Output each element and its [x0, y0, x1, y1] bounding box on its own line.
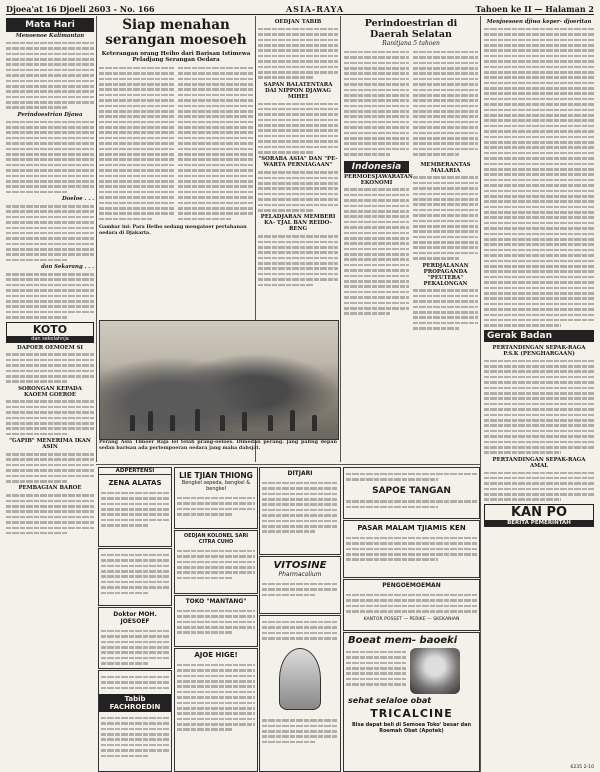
gerak-badan-box: Gerak Badan: [484, 330, 594, 342]
main-headline: Siap menahan serangan moesoeh: [105, 18, 247, 48]
industry-headline: Perindoestrian di Daerah Selatan: [364, 18, 458, 40]
ad-subtitle: Bengkel sepeda, bengkel & bengkel: [181, 480, 251, 492]
column-rule: [480, 16, 481, 772]
ad-title: TOKO "MANTANG": [185, 598, 247, 605]
masthead-title: ASIA-RAYA: [285, 3, 345, 14]
ad-subtitle: Bisa dapat beli di Semoea Toko' besar dan Roemah Obat (Apotek): [351, 722, 472, 734]
pharmacy-ad: [259, 615, 341, 772]
kanpo-title: KAN PO: [510, 505, 568, 521]
ad-title: TRICALCINE: [370, 707, 453, 720]
section-heading: PEMBAGIAN BAROE: [18, 485, 82, 492]
section-heading: Menoenoe Kalimantan: [15, 33, 85, 39]
section-heading: PELADJARAN MEMBERI KA- TJAL BAN REIDO-RENG: [260, 214, 336, 233]
column-5: [484, 18, 594, 770]
section-heading: PERMOESJAWARATAN EKONOMI: [344, 173, 413, 186]
ad-title: Tabib FACHROEDIN: [99, 694, 171, 712]
page-code: 6235 2-10: [570, 765, 594, 770]
ditjari-ad: [259, 467, 341, 555]
article-body: [6, 353, 94, 383]
masthead-date: Djoea'at 16 Djoeli 2603 - No. 166: [6, 3, 155, 14]
ad-title: ZENA ALATAS: [108, 479, 162, 487]
adpertensi-ad: [98, 467, 172, 547]
section-heading: Menjoesoen djiwa keper- djoeritan: [486, 19, 592, 25]
ad-title: LIE TJIAN THIONG: [179, 471, 253, 480]
main-subheadline: Keterangan orang Heiho dari Barisan Istimewa Peladjang Serangan Oedara: [101, 51, 251, 63]
section-heading: "GAPIB" MENERIMA IKAN ASIN: [9, 438, 91, 451]
section-heading: PERDJALANAN PROPAGANDA "PEUTERA" PEKALONGAN: [422, 262, 469, 287]
section-heading: dan Sekarang . . .: [41, 264, 94, 271]
pasar-malam-ad: [343, 520, 480, 578]
tjian-thiong-ad: [174, 467, 258, 529]
article-body: [413, 176, 478, 259]
article-body: [344, 188, 409, 315]
ad-title: OEDJAN KOLONEL SARI CITRA CUHO: [183, 533, 249, 545]
section-heading: SORONGAN KEPADA KAOEM GOEROE: [18, 385, 82, 398]
koto-title: KOTO: [32, 322, 68, 336]
article-body: [6, 400, 94, 435]
tabib-ad: [98, 670, 172, 772]
masthead: [6, 3, 594, 15]
section-heading: Perindoestrian Djawa: [17, 111, 83, 118]
photo-note: Gambar ini: Para Heiho sedang mengatoer pertahanan oedara di Djakarta.: [99, 224, 247, 237]
article-body: [6, 494, 94, 534]
ad-title: DITJARI: [287, 470, 313, 477]
industry-byline: Ranitjana 5 tahoen: [382, 40, 440, 47]
article-body: [413, 48, 478, 159]
section-heading: Doeloe . . .: [61, 196, 94, 203]
section-heading: PERTANDINGAN SEPAK-RAGA P.S.K (PENGHARGAAN): [492, 344, 586, 357]
main-photo: [99, 320, 339, 440]
section-heading: SAPAN BALATENTARA DAI NIPPON DJAWAG MIHEI: [263, 81, 333, 100]
ad-title: SAPOE TANGAN: [372, 485, 451, 496]
illustration-photo: [410, 648, 460, 694]
article-body: [484, 360, 594, 454]
koto-ad: [6, 322, 94, 343]
masthead-issue: Tahoen ke II — Halaman 2: [475, 3, 594, 14]
kanpo-box: [484, 504, 594, 527]
article-body: [178, 64, 253, 223]
mata-hari-box: Mata Hari: [6, 18, 94, 32]
ad-title: Doktor MOH. JOESOEF: [113, 611, 157, 625]
vitosine-ad: [259, 556, 341, 614]
article-body: [6, 453, 94, 483]
article-body: [99, 64, 174, 223]
article-body: [258, 171, 338, 211]
indonesia-banner: Indonesia: [344, 161, 409, 173]
article-body: [484, 28, 594, 327]
oedjan-ad: [174, 530, 258, 594]
ad-slogan: sehat selaloe obat: [348, 696, 432, 705]
toko-ad: [174, 595, 258, 647]
ad-subtitle: Pharmacolium: [278, 571, 322, 578]
column-4: [344, 18, 478, 464]
ad-title: PASAR MALAM TJIAMIS KEN: [357, 524, 466, 532]
ad-title: AJOE HIGE!: [194, 651, 238, 659]
article-body: [413, 289, 478, 329]
column-1: [6, 18, 94, 770]
ad-title: ADPERTENSI: [99, 468, 171, 475]
section-heading: "SORABA ASIA" DAN "PE- WARTA PERNIAGAAN": [258, 156, 338, 169]
article-body: [6, 273, 94, 319]
article-body: [6, 42, 94, 109]
article-body: [258, 28, 338, 79]
column-2: [99, 18, 253, 318]
section-rule: [96, 464, 480, 465]
ad-title: Boeat mem- baoeki: [348, 635, 458, 646]
section-heading: PERTANDINGAN SEPAK-RAGA AMAL: [492, 456, 586, 469]
ad-title: PENGOEMOEMAN: [382, 582, 441, 589]
article-body: [258, 235, 338, 286]
clinic-ad: [98, 548, 172, 606]
illustration-figure: [279, 648, 321, 710]
article-body: [484, 472, 594, 502]
article-body: [6, 205, 94, 262]
ajoe-hige-ad: [174, 648, 258, 772]
koto-subtitle: dan sekolahnja: [7, 336, 93, 342]
article-body: [344, 48, 409, 159]
article-body: [6, 121, 94, 194]
column-rule: [96, 16, 97, 462]
doktor-ad: [98, 607, 172, 669]
kanpo-subtitle: BERITA PEMERINTAH: [485, 520, 593, 526]
pengoemoeman-ad: [343, 579, 480, 631]
ad-subtitle: KANTOR POSSET — PERIKE — SKEKANIAN: [363, 617, 460, 623]
tricalcine-ad: [343, 632, 480, 772]
section-heading: OEDJAN TABIB: [274, 19, 322, 25]
section-heading: MEMBERANTAS MALARIA: [420, 161, 471, 174]
section-heading: DAPOER OEMOEM SI: [17, 344, 83, 351]
ad-title: VITOSINE: [273, 560, 327, 571]
article-body: [258, 103, 338, 154]
photo-caption: Perang Asia Timoer Raja lel telah prang-oeloes. Dimedan perang. jang paling depan sedan barisan ada pertempoeran oedara jang maha dahsjat.: [99, 440, 337, 451]
column-rule: [340, 16, 341, 462]
sapoe-tangan-ad: [343, 467, 480, 519]
column-3: [258, 18, 338, 318]
